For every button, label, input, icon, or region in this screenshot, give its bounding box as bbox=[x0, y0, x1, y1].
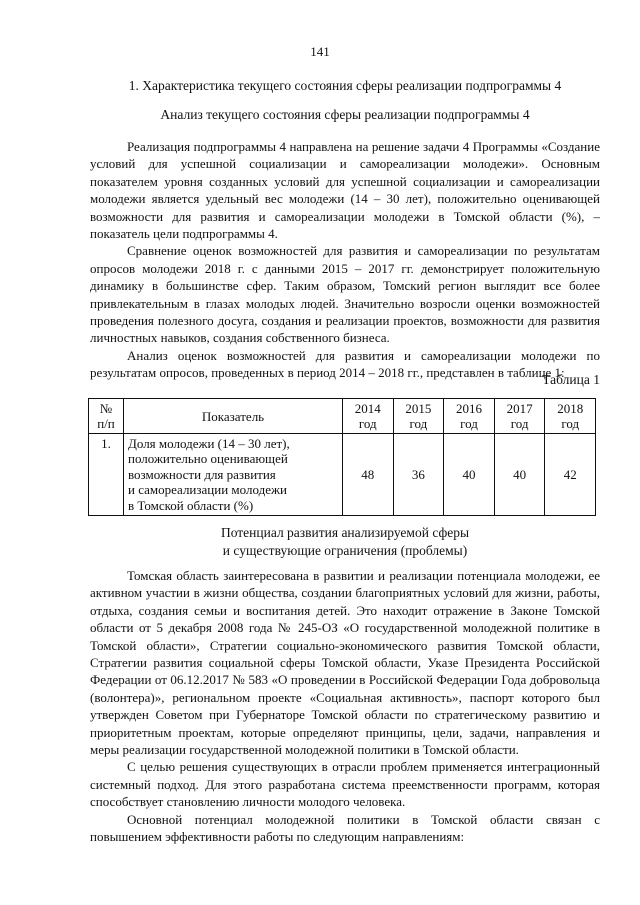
section-heading: 1. Характеристика текущего состояния сферы реализации подпрограммы 4 bbox=[128, 78, 562, 93]
potential-text bbox=[90, 567, 600, 846]
indicator-table bbox=[88, 398, 596, 516]
row-value-2015: 36 bbox=[393, 434, 444, 516]
row-indicator: Доля молодежи (14 – 30 лет), положительно оценивающей возможности для развития и самореализации молодежи в Томской области (%) bbox=[124, 434, 343, 516]
header-year: 2015 год bbox=[393, 399, 444, 434]
paragraph: Основной потенциал молодежной политики в Томской области связан с повышением эффективности работы по следующим направлениям: bbox=[90, 811, 600, 845]
header-year: 2017 год bbox=[494, 399, 545, 434]
page-number: 141 bbox=[310, 44, 330, 59]
paragraph: Сравнение оценок возможностей для развития и самореализации по результатам опросов молодежи 2018 г. с данными 2015 – 2017 гг. демонстрирует положительную динамику в большинстве сфер. Таким образом, Томский регион выглядит все более привлекательным в глазах молодых людей. Значительно возросли оценки возможностей проведения полезного досуга, создания и реализации проектов, возможности для развития личностных навыков, создания собственного бизнеса. bbox=[90, 243, 600, 346]
header-num: № п/п bbox=[89, 399, 124, 434]
row-num: 1. bbox=[89, 434, 124, 516]
table-header-row bbox=[89, 399, 596, 434]
paragraph: Реализация подпрограммы 4 направлена на решение задачи 4 Программы «Создание условий для успешной социализации и самореализации молодежи». Основным показателем уровня созданных условий для успешной социализации и самореализации молодежи является удельный вес молодежи (14 – 30 лет), положительно оценивающей возможности для развития и самореализации молодежи в Томской области (%), – показатель цели подпрограммы 4. bbox=[90, 139, 600, 242]
table-caption: Таблица 1 bbox=[542, 372, 600, 387]
row-value-2018: 42 bbox=[545, 434, 596, 516]
paragraph: С целью решения существующих в отрасли проблем применяется интеграционный системный подход. Для этого разработана система преемственности программ, которая способствует становлению личности молодого человека. bbox=[90, 759, 600, 810]
row-value-2014: 48 bbox=[343, 434, 394, 516]
paragraph: Томская область заинтересована в развитии и реализации потенциала молодежи, ее активном участии в жизни общества, создании благоприятных условий для жизни, работы, отдыха, создания семьи и воспитания детей. Это находит отражение в Законе Томской области от 5 декабря 2008 года № 245-ОЗ «О государственной молодежной политике в Томской области», Стратегии социально-экономического развития Томской области, Стратегии развития социальной сферы Томской области, Указе Президента Российской Федерации от 06.12.2017 № 583 «О проведении в Российской Федерации Года добровольца (волонтера)», региональном проекте «Социальная активность», паспорт которого был утвержден Советом при Губернаторе Томской области по стратегическому развитию и приоритетным проектам, которые определяют принципы, цели, задачи, направления и меры реализации государственной молодежной политики в Томской области. bbox=[90, 568, 600, 758]
header-year: 2018 год bbox=[545, 399, 596, 434]
intro-text bbox=[90, 138, 600, 382]
header-year: 2014 год bbox=[343, 399, 394, 434]
paragraph: Анализ оценок возможностей для развития и самореализации молодежи по результатам опросов, проведенных в период 2014 – 2018 гг., представлен в таблице 1: bbox=[90, 347, 600, 381]
analysis-heading: Анализ текущего состояния сферы реализации подпрограммы 4 bbox=[160, 107, 530, 122]
row-value-2017: 40 bbox=[494, 434, 545, 516]
subsection-heading: Потенциал развития анализируемой сферы и существующие ограничения (проблемы) bbox=[220, 525, 470, 558]
header-indicator: Показатель bbox=[124, 399, 343, 434]
row-value-2016: 40 bbox=[444, 434, 495, 516]
header-year: 2016 год bbox=[444, 399, 495, 434]
table-row bbox=[89, 434, 596, 516]
